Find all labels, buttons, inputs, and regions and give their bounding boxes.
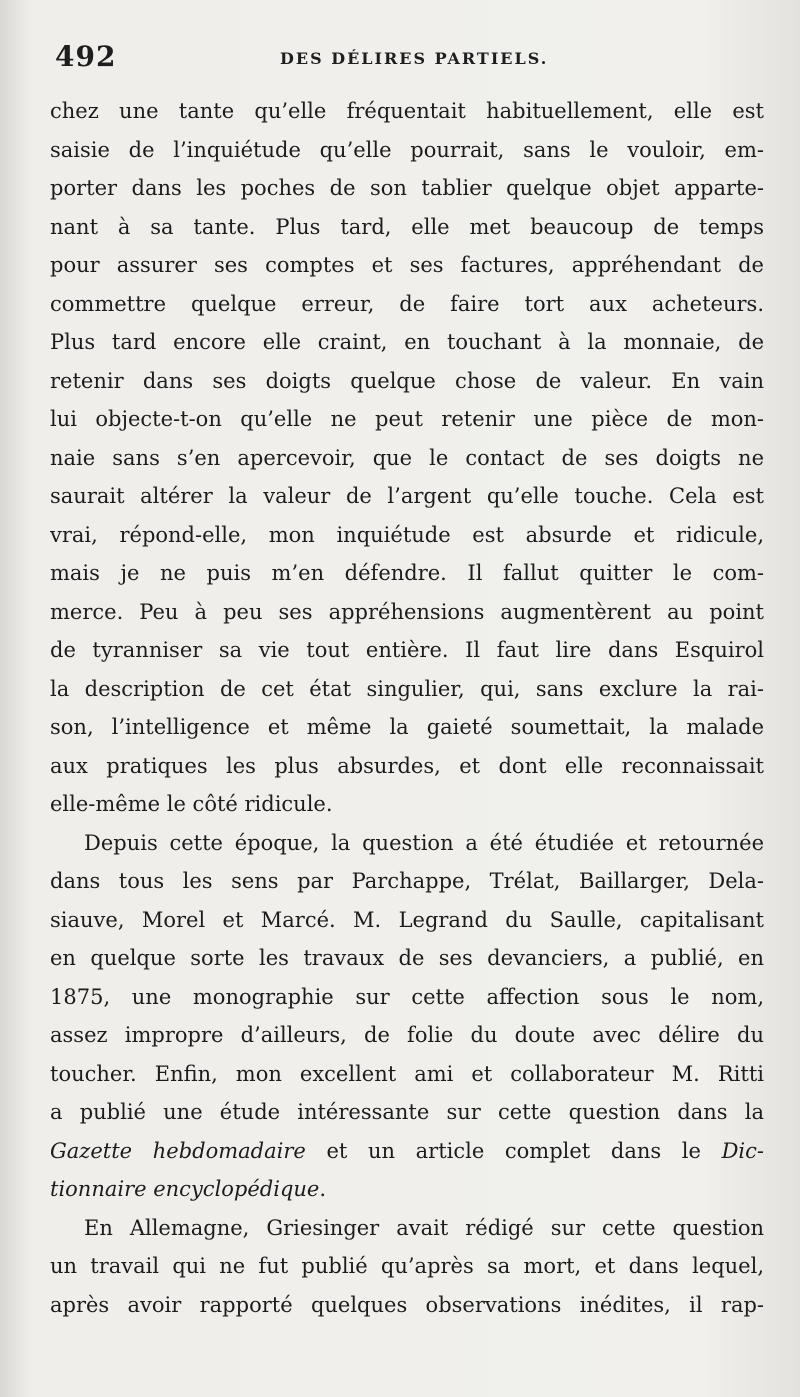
running-head: DES DÉLIRES PARTIELS. [280,49,549,68]
text-line: porter dans les poches de son tablier quelque objet apparte- [50,176,764,200]
text-line: 1875, une monographie sur cette affection sous le nom, [50,984,764,1009]
text-line: Plus tard encore elle craint, en touchant à la monnaie, de [50,330,764,354]
text-line: Depuis cette époque, la question a été étudiée et retournée [84,830,764,855]
text-line [50,1170,764,1209]
text-line: chez une tante qu’elle fréquentait habituellement, elle est [50,99,764,123]
text-line: vrai, répond-elle, mon inquiétude est absurde et ridicule, [50,522,764,547]
text-line: elle-même le côté ridicule. [50,792,333,816]
text-line: En Allemagne, Griesinger avait rédigé sur cette question [84,1215,764,1240]
text-line: retenir dans ses doigts quelque chose de valeur. En vain [50,368,764,393]
text-line: naie sans s’en apercevoir, que le contact de ses doigts ne [50,445,764,470]
page-header [0,40,800,80]
text-line: lui objecte-t-on qu’elle ne peut retenir une pièce de mon- [50,407,764,431]
italic-title: tionnaire encyclopédique [50,1177,320,1201]
text-line: nant à sa tante. Plus tard, elle met beaucoup de temps [50,214,764,239]
page-number: 492 [55,40,117,73]
text-segment: et un article complet dans le [305,1138,722,1163]
text-segment: . [319,1177,327,1201]
text-line: commettre quelque erreur, de faire tort aux acheteurs. [50,291,764,316]
text-line: après avoir rapporté quelques observations inédites, il rap- [50,1292,764,1317]
text-line: dans tous les sens par Parchappe, Trélat, Baillarger, Dela- [50,869,764,893]
text-line: la description de cet état singulier, qui, sans exclure la rai- [50,676,764,701]
text-line: siauve, Morel et Marcé. M. Legrand du Saulle, capitalisant [50,907,764,932]
text-line: a publié une étude intéressante sur cette question dans la [50,1100,764,1124]
text-line: saisie de l’inquiétude qu’elle pourrait, sans le vouloir, em- [50,137,764,162]
text-line [50,1132,764,1171]
text-line: aux pratiques les plus absurdes, et dont elle reconnaissait [50,753,764,778]
text-line: toucher. Enfin, mon excellent ami et collaborateur M. Ritti [50,1061,764,1086]
text-line: mais je ne puis m’en défendre. Il fallut quitter le com- [50,561,764,585]
text-line: assez impropre d’ailleurs, de folie du doute avec délire du [50,1023,764,1047]
text-line: merce. Peu à peu ses appréhensions augmentèrent au point [50,599,764,624]
text-line: de tyranniser sa vie tout entière. Il faut lire dans Esquirol [50,638,764,662]
text-line: pour assurer ses comptes et ses factures, appréhendant de [50,253,764,277]
text-line: saurait altérer la valeur de l’argent qu’elle touche. Cela est [50,484,764,508]
text-line: un travail qui ne fut publié qu’après sa mort, et dans lequel, [50,1254,764,1278]
italic-title: Gazette hebdomadaire [50,1138,306,1163]
text-line: en quelque sorte les travaux de ses devanciers, a publié, en [50,946,764,970]
text-line: son, l’intelligence et même la gaieté soumettait, la malade [50,715,764,739]
body-text [50,92,764,1324]
italic-title: Dic- [721,1138,764,1163]
